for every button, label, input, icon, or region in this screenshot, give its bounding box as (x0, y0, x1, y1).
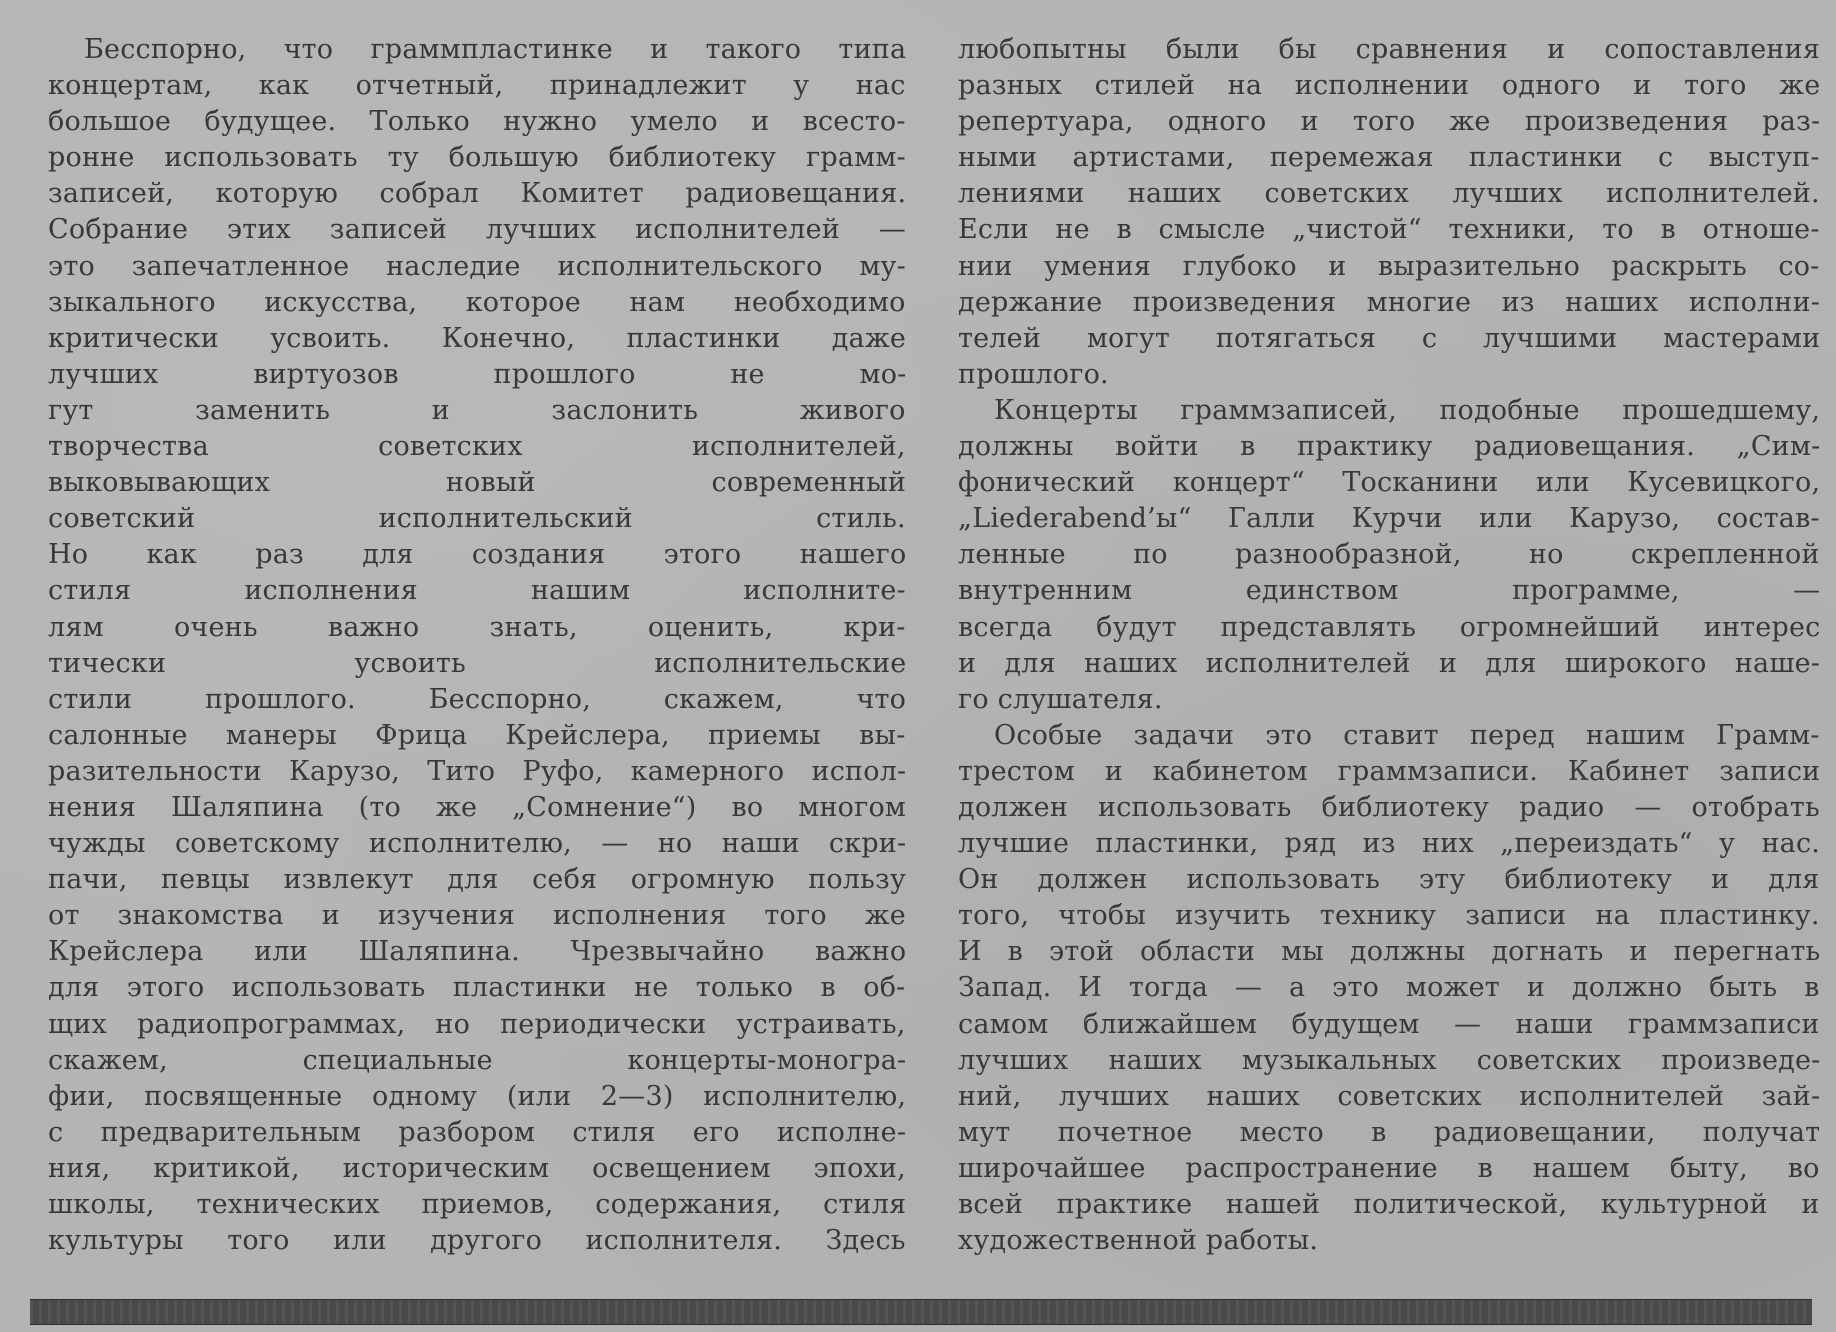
text-line: лениями наших советских лучших исполнителей. (958, 178, 1820, 210)
text-line: мут почетное место в радиовещании, получат (958, 1116, 1821, 1148)
text-line: чужды советскому исполнителю, — но наши скри- (48, 828, 907, 860)
text-line: пачи, певцы извлекут для себя огромную пользу (48, 864, 907, 896)
text-line: большое будущее. Только нужно умело и всесто- (48, 106, 906, 138)
text-line: ными артистами, перемежая пластинки с выступ- (958, 142, 1820, 174)
text-line: критически усвоить. Конечно, пластинки даже (48, 322, 907, 354)
text-line: скажем, специальные концерты-моногра- (48, 1044, 907, 1076)
text-line: всей практике нашей политической, культурной и (958, 1189, 1820, 1220)
text-line: лучших виртуозов прошлого не мо- (48, 358, 907, 390)
text-line: Крейслера или Шаляпина. Чрезвычайно важно (48, 936, 907, 968)
text-line: лучшие пластинки, ряд из них „переиздать“ у нас. (958, 828, 1821, 860)
text-line: держание произведения многие из наших исполни- (958, 286, 1821, 318)
text-line: гут заменить и заслонить живого (48, 394, 906, 426)
text-line: салонные манеры Фрица Крейслера, приемы вы- (48, 719, 906, 751)
text-line: лям очень важно знать, оценить, кри- (48, 611, 906, 643)
text-line: того, чтобы изучить технику записи на пластинку. (958, 900, 1820, 932)
text-line: нии умения глубоко и выразительно раскрыть со- (958, 250, 1820, 282)
text-line: Концерты граммзаписей, подобные прошедшему, (994, 394, 1821, 426)
text-line: должен использовать библиотеку радио — отобрать (958, 791, 1820, 823)
text-line: ленные по разнообразной, но скрепленной (958, 539, 1820, 571)
text-line: стили прошлого. Бесспорно, скажем, что (48, 683, 907, 715)
text-line: фии, посвященные одному (или 2—3) исполнителю, (48, 1080, 907, 1112)
text-line: творчества советских исполнителей, (48, 431, 906, 463)
text-line: стиля исполнения нашим исполните- (48, 575, 906, 607)
text-line: фонический концерт“ Тосканини или Кусевицкого, (958, 467, 1821, 499)
text-line: и для наших исполнителей и для широкого наше- (958, 647, 1821, 679)
text-line: ний, лучших наших советских исполнителей зай- (958, 1080, 1821, 1112)
text-line: для этого использовать пластинки не только в об- (48, 972, 906, 1004)
text-line: записей, которую собрал Комитет радиовещания. (48, 178, 907, 210)
text-line: должны войти в практику радиовещания. „Сим- (958, 431, 1821, 463)
text-line: выковывающих новый современный (48, 467, 907, 499)
bottom-decorative-rule (30, 1299, 1812, 1325)
text-line: нения Шаляпина (то же „Сомнение“) во многом (48, 791, 907, 823)
text-line: самом ближайшем будущем — наши граммзаписи (958, 1008, 1820, 1040)
text-line: ния, критикой, историческим освещением эпохи, (48, 1152, 906, 1184)
text-line: Он должен использовать эту библиотеку и для (958, 864, 1820, 896)
text-line: И в этой области мы должны догнать и перегнать (958, 936, 1821, 968)
text-line: Особые задачи это ставит перед нашим Грамм- (994, 719, 1820, 751)
text-line: это запечатленное наследие исполнительского му- (48, 250, 906, 282)
text-line: зыкального искусства, которое нам необходимо (48, 286, 906, 318)
text-line: ронне использовать ту большую библиотеку грамм- (48, 142, 906, 174)
text-line: го слушателя. (958, 683, 1163, 715)
text-line: школы, технических приемов, содержания, стиля (48, 1189, 907, 1220)
text-line: советский исполнительский стиль. (48, 503, 906, 535)
text-line: разных стилей на исполнении одного и того же (958, 70, 1821, 102)
text-line: Собрание этих записей лучших исполнителей — (48, 214, 906, 246)
text-line: художественной работы. (958, 1225, 1319, 1257)
text-line: репертуара, одного и того же произведения раз- (958, 106, 1821, 138)
text-line: от знакомства и изучения исполнения того же (48, 900, 906, 932)
text-line: Бесспорно, что граммпластинке и такого типа (84, 34, 907, 65)
text-line: Запад. И тогда — а это может и должно быть в (958, 972, 1820, 1004)
left-text-column (48, 32, 906, 1259)
text-line: Если не в смысле „чистой“ техники, то в отноше- (958, 214, 1820, 246)
text-line: концертам, как отчетный, принадлежит у нас (48, 70, 906, 102)
text-line: лучших наших музыкальных советских произведе- (958, 1044, 1821, 1076)
right-text-column (958, 32, 1820, 1259)
text-line: щих радиопрограммах, но периодически устраивать, (48, 1008, 906, 1040)
text-line: трестом и кабинетом граммзаписи. Кабинет записи (958, 755, 1821, 787)
text-line: разительности Карузо, Тито Руфо, камерного испол- (48, 755, 907, 787)
text-line: любопытны были бы сравнения и сопоставления (958, 34, 1821, 65)
text-line: прошлого. (958, 358, 1109, 390)
text-line: тически усвоить исполнительские (48, 647, 907, 679)
text-line: внутренним единством программе, — (958, 575, 1821, 607)
text-line: всегда будут представлять огромнейший интерес (958, 611, 1821, 643)
text-line: с предварительным разбором стиля его исполне- (48, 1116, 907, 1148)
text-line: „Liederabend’ы“ Галли Курчи или Карузо, состав- (958, 503, 1820, 535)
text-line: широчайшее распространение в нашем быту, во (958, 1152, 1820, 1184)
text-line: Но как раз для создания этого нашего (48, 539, 907, 571)
text-line: культуры того или другого исполнителя. Здесь (48, 1225, 906, 1257)
text-line: телей могут потягаться с лучшими мастерами (958, 322, 1821, 354)
